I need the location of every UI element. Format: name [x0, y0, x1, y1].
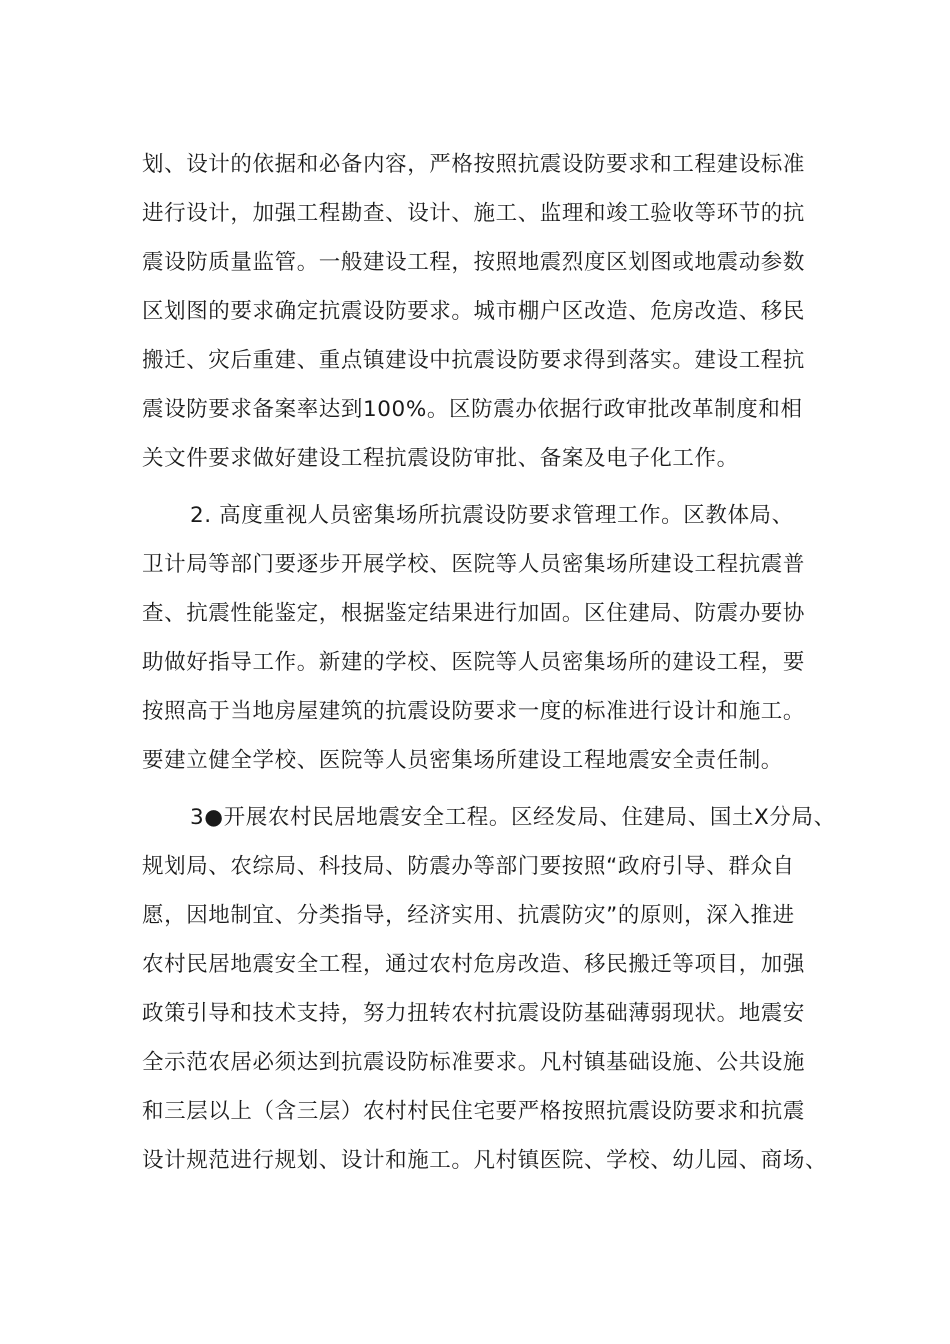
paragraph-line: 全示范农居必须达到抗震设防标准要求。凡村镇基础设施、公共设施: [142, 1050, 806, 1075]
paragraph-line: 搬迁、灾后重建、重点镇建设中抗震设防要求得到落实。建设工程抗: [142, 348, 806, 373]
paragraph-line: 2. 高度重视人员密集场所抗震设防要求管理工作。区教体局、: [190, 503, 794, 528]
paragraph-line: 3●开展农村民居地震安全工程。区经发局、住建局、国土X分局、: [190, 805, 836, 830]
paragraph-line: 卫计局等部门要逐步开展学校、医院等人员密集场所建设工程抗震普: [142, 552, 806, 577]
paragraph-line: 农村民居地震安全工程，通过农村危房改造、移民搬迁等项目，加强: [142, 952, 806, 977]
paragraph-line: 规划局、农综局、科技局、防震办等部门要按照“政府引导、群众自: [142, 854, 795, 879]
paragraph-line: 查、抗震性能鉴定，根据鉴定结果进行加固。区住建局、防震办要协: [142, 601, 806, 626]
paragraph-line: 进行设计，加强工程勘查、设计、施工、监理和竣工验收等环节的抗: [142, 201, 806, 226]
paragraph-line: 设计规范进行规划、设计和施工。凡村镇医院、学校、幼儿园、商场、: [142, 1148, 828, 1173]
paragraph-line: 和三层以上（含三层）农村村民住宅要严格按照抗震设防要求和抗震: [142, 1099, 806, 1124]
paragraph-line: 政策引导和技术支持，努力扭转农村抗震设防基础薄弱现状。地震安: [142, 1001, 806, 1026]
paragraph-line: 关文件要求做好建设工程抗震设防审批、备案及电子化工作。: [142, 446, 739, 471]
paragraph-line: 震设防要求备案率达到100%。区防震办依据行政审批改革制度和相: [142, 397, 803, 422]
paragraph-line: 愿，因地制宜、分类指导，经济实用、抗震防灾”的原则，深入推进: [142, 903, 795, 928]
paragraph-line: 震设防质量监管。一般建设工程，按照地震烈度区划图或地震动参数: [142, 250, 806, 275]
paragraph-line: 助做好指导工作。新建的学校、医院等人员密集场所的建设工程，要: [142, 650, 806, 675]
paragraph-line: 区划图的要求确定抗震设防要求。城市棚户区改造、危房改造、移民: [142, 299, 806, 324]
paragraph-line: 划、设计的依据和必备内容，严格按照抗震设防要求和工程建设标准: [142, 152, 806, 177]
paragraph-line: 要建立健全学校、医院等人员密集场所建设工程地震安全责任制。: [142, 748, 783, 773]
paragraph-line: 按照高于当地房屋建筑的抗震设防要求一度的标准进行设计和施工。: [142, 699, 806, 724]
